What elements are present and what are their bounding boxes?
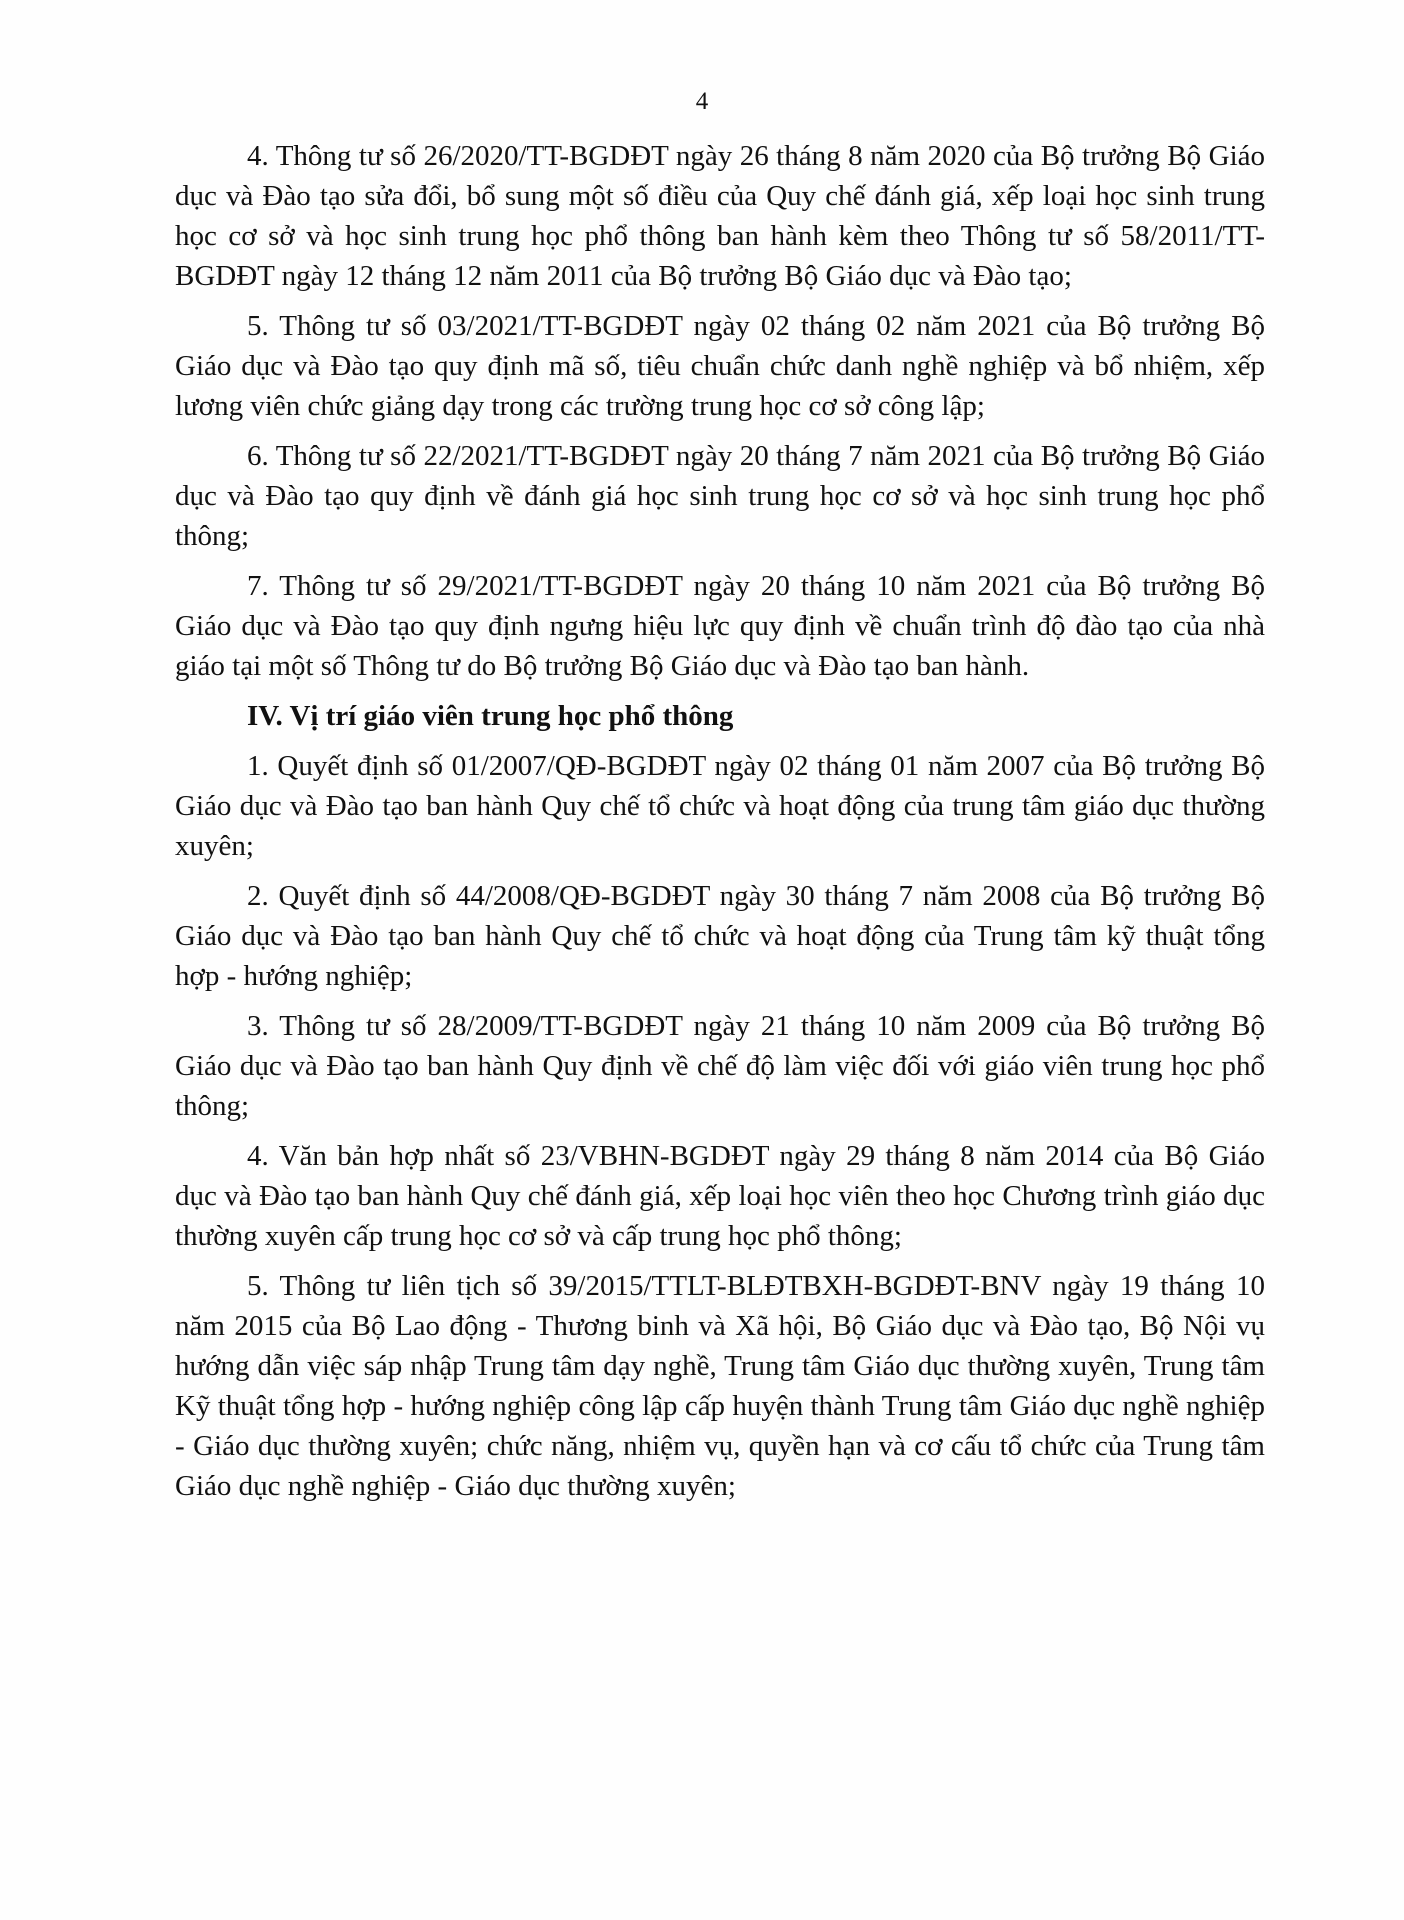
section4-item-2: 2. Quyết định số 44/2008/QĐ-BGDĐT ngày 30 tháng 7 năm 2008 của Bộ trưởng Bộ Giáo dục và Đào tạo ban hành Quy chế tổ chức và hoạt động của Trung tâm kỹ thuật tổng hợp - hướng nghiệp; bbox=[175, 880, 1265, 992]
section4-item-5: 5. Thông tư liên tịch số 39/2015/TTLT-BLĐTBXH-BGDĐT-BNV ngày 19 tháng 10 năm 2015 của Bộ Lao động - Thương binh và Xã hội, Bộ Giáo dục và Đào tạo, Bộ Nội vụ hướng dẫn việc sáp nhập Trung tâm dạy nghề, Trung tâm Giáo dục thường xuyên, Trung tâm Kỹ thuật tổng hợp - hướng nghiệp công lập cấp huyện thành Trung tâm Giáo dục nghề nghiệp - Giáo dục thường xuyên; chức năng, nhiệm vụ, quyền hạn và cơ cấu tổ chức của Trung tâm Giáo dục nghề nghiệp - Giáo dục thường xuyên; bbox=[175, 1270, 1265, 1502]
section4-item-1: 1. Quyết định số 01/2007/QĐ-BGDĐT ngày 02 tháng 01 năm 2007 của Bộ trưởng Bộ Giáo dục và Đào tạo ban hành Quy chế tổ chức và hoạt động của trung tâm giáo dục thường xuyên; bbox=[175, 750, 1265, 862]
section4-heading: IV. Vị trí giáo viên trung học phổ thông bbox=[247, 700, 734, 732]
document-body bbox=[175, 136, 1265, 1516]
section3-item-4: 4. Thông tư số 26/2020/TT-BGDĐT ngày 26 tháng 8 năm 2020 của Bộ trưởng Bộ Giáo dục và Đào tạo sửa đổi, bổ sung một số điều của Quy chế đánh giá, xếp loại học sinh trung học cơ sở và học sinh trung học phổ thông ban hành kèm theo Thông tư số 58/2011/TT-BGDĐT ngày 12 tháng 12 năm 2011 của Bộ trưởng Bộ Giáo dục và Đào tạo; bbox=[175, 140, 1265, 292]
section4-item-4: 4. Văn bản hợp nhất số 23/VBHN-BGDĐT ngày 29 tháng 8 năm 2014 của Bộ Giáo dục và Đào tạo ban hành Quy chế đánh giá, xếp loại học viên theo học Chương trình giáo dục thường xuyên cấp trung học cơ sở và cấp trung học phổ thông; bbox=[175, 1140, 1265, 1252]
section3-item-6: 6. Thông tư số 22/2021/TT-BGDĐT ngày 20 tháng 7 năm 2021 của Bộ trưởng Bộ Giáo dục và Đào tạo quy định về đánh giá học sinh trung học cơ sở và học sinh trung học phổ thông; bbox=[175, 440, 1265, 552]
page-number: 4 bbox=[695, 88, 709, 115]
section4-item-3: 3. Thông tư số 28/2009/TT-BGDĐT ngày 21 tháng 10 năm 2009 của Bộ trưởng Bộ Giáo dục và Đào tạo ban hành Quy định về chế độ làm việc đối với giáo viên trung học phổ thông; bbox=[175, 1010, 1265, 1122]
section3-item-5: 5. Thông tư số 03/2021/TT-BGDĐT ngày 02 tháng 02 năm 2021 của Bộ trưởng Bộ Giáo dục và Đào tạo quy định mã số, tiêu chuẩn chức danh nghề nghiệp và bổ nhiệm, xếp lương viên chức giảng dạy trong các trường trung học cơ sở công lập; bbox=[175, 310, 1265, 422]
section3-item-7: 7. Thông tư số 29/2021/TT-BGDĐT ngày 20 tháng 10 năm 2021 của Bộ trưởng Bộ Giáo dục và Đào tạo quy định ngưng hiệu lực quy định về chuẩn trình độ đào tạo của nhà giáo tại một số Thông tư do Bộ trưởng Bộ Giáo dục và Đào tạo ban hành. bbox=[175, 570, 1265, 682]
